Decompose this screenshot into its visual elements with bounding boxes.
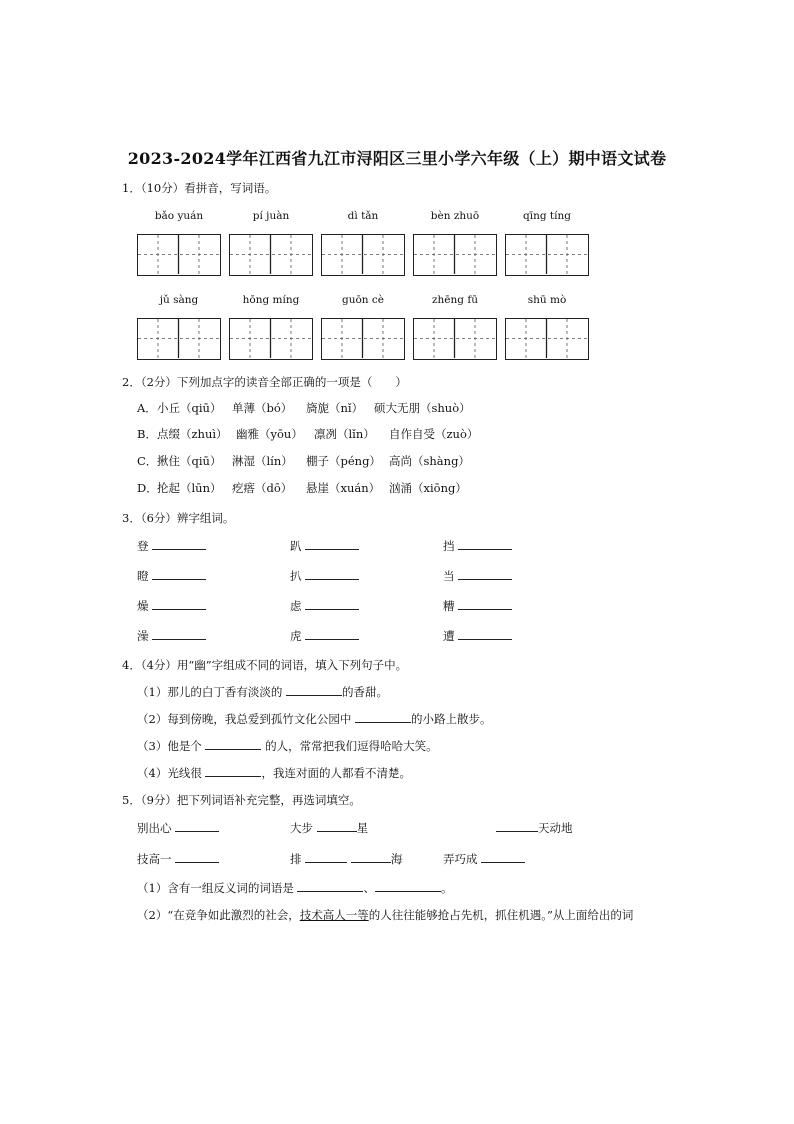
char-item <box>443 598 512 614</box>
option-b-item: 点缀（zhuì） <box>157 427 228 441</box>
q2-heading: 2．（2分）下列加点字的读音全部正确的一项是（ ） <box>122 375 407 389</box>
option-d-item: 抡起（lūn） <box>157 481 222 495</box>
idiom-item <box>290 851 402 867</box>
sentence-text: （4）光线很 <box>137 766 202 780</box>
answer-blank[interactable] <box>375 880 441 892</box>
q3-heading: 3．（6分）辨字组词。 <box>122 511 235 525</box>
q4-sentence-1 <box>137 684 388 700</box>
pinyin-label: guōn cè <box>342 294 384 306</box>
option-c-item: 棚子（péng） <box>306 454 381 468</box>
answer-blank[interactable] <box>175 820 219 832</box>
option-a-letter: A． <box>137 401 157 415</box>
option-b-item: 自作自受（zuò） <box>389 427 479 441</box>
char-label: 虑 <box>290 599 302 613</box>
idiom-text: 大步 <box>290 821 313 835</box>
char-label: 瞪 <box>137 569 149 583</box>
char-label: 当 <box>443 569 455 583</box>
char-label: 虎 <box>290 629 302 643</box>
sentence-text: 的人往往能够抢占先机，抓住机遇。”从上面给出的词 <box>368 908 634 922</box>
option-b-item: 凛冽（lǐn） <box>314 427 375 441</box>
answer-blank[interactable] <box>305 628 359 640</box>
pinyin-label: hōng míng <box>242 294 300 306</box>
answer-blank[interactable] <box>305 568 359 580</box>
option-a-item: 单薄（bó） <box>232 401 293 415</box>
writing-grid[interactable] <box>229 234 313 276</box>
answer-blank[interactable] <box>297 880 363 892</box>
option-d-letter: D． <box>137 481 158 495</box>
char-item <box>137 538 206 554</box>
char-label: 燥 <box>137 599 149 613</box>
answer-blank[interactable] <box>152 568 206 580</box>
answer-blank[interactable] <box>205 765 261 777</box>
q4-sentence-3 <box>137 738 438 754</box>
answer-blank[interactable] <box>458 598 512 610</box>
idiom-text: 技高一 <box>137 852 172 866</box>
answer-blank[interactable] <box>305 538 359 550</box>
answer-blank[interactable] <box>317 820 357 832</box>
answer-blank[interactable] <box>305 598 359 610</box>
answer-blank[interactable] <box>305 851 347 863</box>
char-label: 扒 <box>290 569 302 583</box>
answer-blank[interactable] <box>351 851 391 863</box>
answer-blank[interactable] <box>458 628 512 640</box>
idiom-item <box>137 820 219 836</box>
char-item <box>290 538 359 554</box>
page-title: 2023-2024学年江西省九江市浔阳区三里小学六年级（上）期中语文试卷 <box>127 149 667 168</box>
char-item <box>443 628 512 644</box>
writing-grid[interactable] <box>321 318 405 360</box>
answer-blank[interactable] <box>458 538 512 550</box>
sentence-text: （3）他是个 <box>137 739 202 753</box>
option-c-item: 揪住（qiū） <box>157 454 222 468</box>
q1-heading: 1．（10分）看拼音，写词语。 <box>122 181 277 195</box>
char-label: 登 <box>137 539 149 553</box>
char-label: 糟 <box>443 599 455 613</box>
answer-blank[interactable] <box>152 628 206 640</box>
answer-blank[interactable] <box>152 538 206 550</box>
pinyin-label: dì tǎn <box>347 210 379 222</box>
option-a-item: 硕大无朋（shuò） <box>374 401 471 415</box>
char-item <box>443 538 512 554</box>
char-item <box>290 628 359 644</box>
answer-blank[interactable] <box>496 820 538 832</box>
answer-blank[interactable] <box>286 684 342 696</box>
writing-grid[interactable] <box>505 234 589 276</box>
answer-blank[interactable] <box>152 598 206 610</box>
idiom-text: 星 <box>356 821 369 835</box>
option-a-item: 小丘（qiū） <box>157 401 222 415</box>
answer-blank[interactable] <box>175 851 219 863</box>
idiom-text: 别出心 <box>137 821 172 835</box>
idiom-text: 天动地 <box>538 821 573 835</box>
underlined-phrase: 技术高人一等 <box>299 908 369 922</box>
sentence-text: （2）每到傍晚，我总爱到孤竹文化公园中 <box>137 712 352 726</box>
char-label: 遭 <box>443 629 455 643</box>
writing-grid[interactable] <box>505 318 589 360</box>
writing-grid[interactable] <box>413 234 497 276</box>
option-b-letter: B． <box>137 427 157 441</box>
sentence-text: 的香甜。 <box>341 685 388 699</box>
char-item <box>137 598 206 614</box>
writing-grid[interactable] <box>137 234 221 276</box>
pinyin-label: zhēng fū <box>432 294 478 306</box>
writing-grid[interactable] <box>229 318 313 360</box>
idiom-text: 排 <box>290 852 302 866</box>
idiom-item <box>137 851 219 867</box>
option-d-item: 汹涌（xiōng） <box>389 481 467 495</box>
answer-blank[interactable] <box>481 851 525 863</box>
writing-grid[interactable] <box>321 234 405 276</box>
idiom-item <box>443 851 525 867</box>
option-c-item: 淋湿（lín） <box>232 454 293 468</box>
pinyin-label: pí juàn <box>252 210 290 222</box>
answer-blank[interactable] <box>458 568 512 580</box>
pinyin-label: shū mò <box>527 294 567 306</box>
idiom-text: 弄巧成 <box>443 852 478 866</box>
char-item <box>137 568 206 584</box>
char-item <box>137 628 206 644</box>
sentence-text: 的小路上散步。 <box>410 712 492 726</box>
sentence-text: 。 <box>440 881 453 895</box>
q5-heading: 5．（9分）把下列词语补充完整，再选词填空。 <box>122 793 361 807</box>
pinyin-label: jǔ sàng <box>159 294 199 306</box>
q4-sentence-4 <box>137 765 411 781</box>
answer-blank[interactable] <box>205 738 261 750</box>
q5-sentence-1 <box>137 880 452 896</box>
sentence-text: 、 <box>363 881 375 895</box>
option-c-item: 高尚（shàng） <box>389 454 470 468</box>
pinyin-label: bèn zhuō <box>430 210 480 222</box>
option-b-item: 幽雅（yōu） <box>236 427 303 441</box>
option-d-item: 悬崖（xuán） <box>306 481 381 495</box>
option-a-item: 旖旎（nǐ） <box>306 401 364 415</box>
option-c-letter: C． <box>137 454 158 468</box>
idiom-text: 海 <box>390 852 403 866</box>
char-label: 挡 <box>443 539 455 553</box>
idiom-item <box>496 820 573 836</box>
sentence-text: ，我连对面的人都看不清楚。 <box>261 766 411 780</box>
q5-sentence-2 <box>137 907 633 923</box>
char-item <box>443 568 512 584</box>
sentence-text: （1）含有一组反义词的词语是 <box>137 881 294 895</box>
char-item <box>290 568 359 584</box>
writing-grid[interactable] <box>137 318 221 360</box>
sentence-text: （2）“在竞争如此激烈的社会， <box>137 908 300 922</box>
idiom-item <box>290 820 368 836</box>
char-label: 趴 <box>290 539 302 553</box>
sentence-text: （1）那儿的白丁香有淡淡的 <box>137 685 283 699</box>
answer-blank[interactable] <box>355 711 411 723</box>
q4-heading: 4．（4分）用“幽”字组成不同的词语，填入下列句子中。 <box>122 658 408 672</box>
sentence-text: 的人，常常把我们逗得哈哈大笑。 <box>265 739 438 753</box>
char-item <box>290 598 359 614</box>
pinyin-label: bǎo yuán <box>154 210 204 222</box>
q4-sentence-2 <box>137 711 491 727</box>
writing-grid[interactable] <box>413 318 497 360</box>
char-label: 澡 <box>137 629 149 643</box>
pinyin-label: qīng tíng <box>523 210 571 222</box>
option-d-item: 疙瘩（dō） <box>232 481 293 495</box>
